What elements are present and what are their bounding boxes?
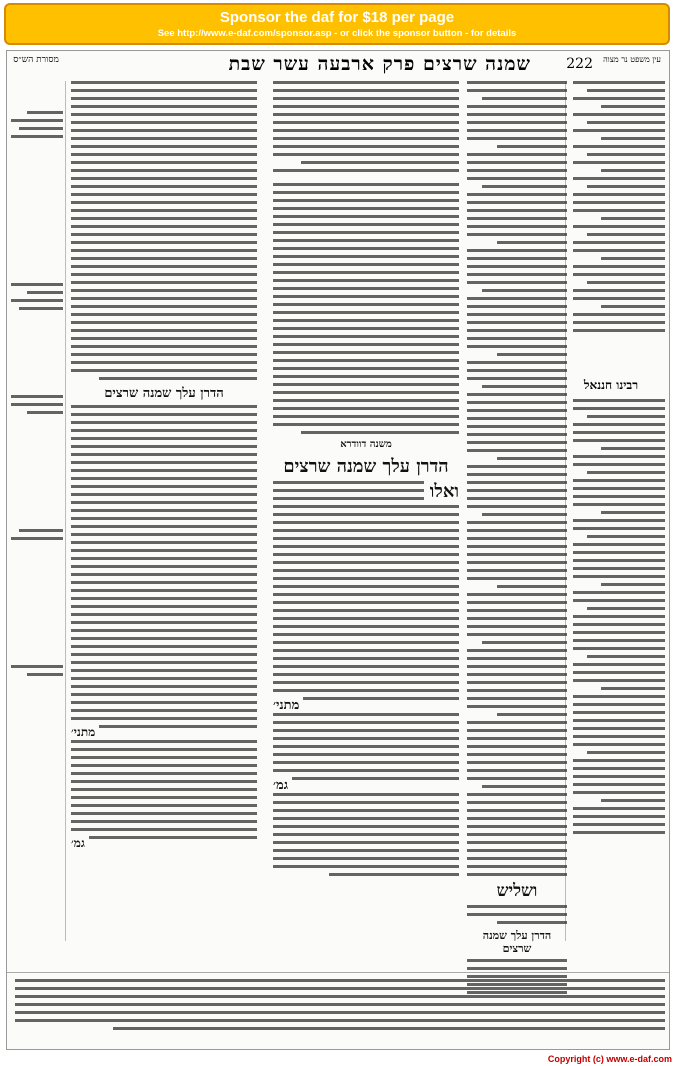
mishna-label-left: מתני׳ [71,725,96,739]
copyright-notice[interactable]: Copyright (c) www.e-daf.com [547,1054,672,1064]
rabbeinu-chananel-column [573,399,665,839]
hadran-left-heading: הדרן עלך שמנה שרצים [104,386,224,401]
rabbeinu-chananel-heading: רבינו חננאל [583,378,639,392]
mesoret-column [11,111,63,681]
column-divider [65,81,66,941]
tosafot-column [71,81,257,851]
talmud-page [6,50,670,1050]
mishna-marker: משנה דוודרא [340,439,392,450]
sponsor-banner-title[interactable]: Sponsor the daf for $18 per page [219,9,455,26]
page-header [7,53,670,79]
margin-label-mesoret: מסורת הש״ס [13,55,59,65]
hadran-inner-heading: הדרן עלך שמנה שרצים [482,929,552,955]
mishna-label: מתני׳ [273,698,300,713]
hadran-heading: הדרן עלך שמנה שרצים [283,456,449,477]
running-title: שמנה שרצים פרק ארבעה עשר שבת [228,53,531,75]
ein-mishpat-column [573,81,665,337]
sponsor-banner-subtitle[interactable]: See http://www.e-daf.com/sponsor.asp - or click the sponsor button - for details [157,28,517,39]
rashi-column [467,81,567,999]
ve-elu-word: ואלו [429,481,459,502]
sponsor-banner[interactable] [4,3,670,45]
page-number: 222 [566,56,593,72]
footnotes-text [15,979,665,1035]
gemara-column [273,81,459,881]
gemara-label: גמ׳ [273,778,288,793]
gemara-label-left: גמ׳ [71,836,85,850]
footnotes-area [7,972,670,1043]
margin-label-ein-mishpat: עין משפט נר מצוה [603,55,661,64]
ushlish-word: ושליש [496,881,538,901]
